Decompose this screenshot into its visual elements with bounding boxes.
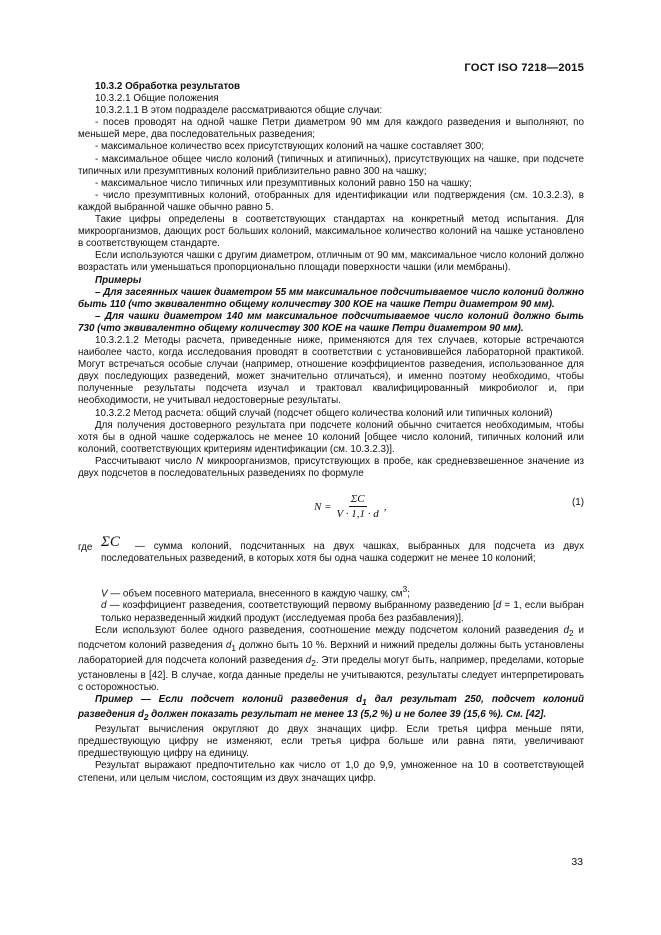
section-heading: 10.3.2 Обработка результатов: [95, 81, 241, 92]
definition-sum-c: — сумма колоний, подсчитанных на двух чашках, выбранных для подсчета из двух последовательных разведений, в которых хотя бы одна чашка содержит не менее 10 колоний;: [101, 541, 584, 565]
definition-d: d — коэффициент разведения, соответствующий первому выбранному разведению [d = 1, если выбран только неразведенный жидкий продукт (исследуемая проба без разбавления)].: [101, 600, 584, 624]
formula-fraction: [335, 493, 381, 520]
paragraph-more-dilutions: Если используют более одного разведения, соотношение между подсчетом колоний разведения $d_2$ и подсчетом колоний разведения $d_1$ должно быть 10 %. Верхний и нижний пределы должны быть установлены лабораторией для подсчета колоний разведения $d_2$. Эти пределы могут быть, например, пределами, которые установлены в [42]. В случае, когда данные пределы не учитываются, результаты следует интерпретировать с осторожностью.: [78, 624, 585, 693]
formula-number: (1): [571, 497, 584, 509]
formula-denominator: V · 1,1 · d: [336, 508, 379, 521]
variable-n: N: [195, 455, 204, 467]
paragraph-digits-defined: Такие цифры определены в соответствующих стандартах на конкретный метод испытания. Для микроорганизмов, дающих рост больших колоний, максимальное количество колоний на чашке установлено в соответствующем стандарте.: [78, 214, 584, 250]
example-dilution: Пример — Если подсчет колоний разведения $d_1$ дал результат 250, подсчет колоний разведения $d_2$ должен показать результат не менее 13 (5,2 %) и не более 39 (15,6 %). См. [42].: [78, 694, 584, 723]
bullet-item: - максимальное количество всех присутствующих колоний на чашке составляет 300;: [95, 141, 484, 153]
example-item: – Для засеянных чашек диаметром 55 мм максимальное подсчитываемое число колоний должно быть 110 (что эквивалентно общему количеству 300 КОЕ на чашке Петри диаметром 90 мм).: [78, 286, 584, 310]
bullet-item: - число презумптивных колоний, отобранных для идентификации или подтверждения (см. 10.3.2.3), в каждой выбранной чашке обычно равно 5.: [78, 189, 584, 213]
document-code-header: ГОСТ ISO 7218—2015: [464, 62, 584, 74]
formula-suffix: ,: [383, 500, 387, 513]
paragraph-reliable-result: Для получения достоверного результата при подсчете колоний обычно считается необходимым, чтобы хотя бы в одной чашке содержалось не менее 10 колоний [общее число колоний, типичных колоний или колоний, соответствующих критериям идентификации (см. 10.3.2.3)].: [78, 419, 584, 455]
where-definition-sum: [78, 536, 584, 584]
main-content: [78, 81, 584, 785]
examples-title: Примеры: [95, 274, 142, 286]
paragraph-other-diameter: Если используются чашки с другим диаметром, отличным от 90 мм, максимальное число колоний должно возрастать или уменьшаться пропорционально площади поверхности чашки (или мембраны).: [78, 250, 584, 274]
subsection-title: 10.3.2.1 Общие положения: [95, 93, 219, 105]
sum-c-symbol: ΣC: [101, 534, 120, 551]
paragraph-expressed: Результат выражают предпочтительно как число от 1,0 до 9,9, умноженное на 10 в соответствующей степени, или целым числом, состоящим из двух значащих цифр.: [78, 760, 584, 784]
formula-numerator: ΣC: [349, 493, 367, 507]
paragraph-10-3-2-1-1: 10.3.2.1.1 В этом подразделе рассматриваются общие случаи:: [95, 105, 383, 117]
paragraph-calculation: Рассчитывают число N микроорганизмов, присутствующих в пробе, как средневзвешенное значение из двух подсчетов в последовательных разведениях по формуле: [78, 455, 584, 479]
paragraph-10-3-2-2: 10.3.2.2 Метод расчета: общий случай (подсчет общего количества колоний или типичных колоний): [95, 407, 553, 419]
where-label: где: [78, 542, 93, 554]
bullet-item: - посев проводят на одной чашке Петри диаметром 90 мм для каждого разведения и выполняют, по меньшей мере, два последовательных разведения;: [78, 117, 584, 141]
paragraph-10-3-2-1-2: 10.3.2.1.2 Методы расчета, приведенные ниже, применяются для тех случаев, которые встречаются наиболее часто, когда исследования проводят в соответствии с установившейся лабораторной практикой. Могут встречаться особые случаи (например, отношение коэффициентов разведения, использованное для двух последующих разведений, может значительно отличаться), и именно поэтому необходимо, чтобы полученные результаты подсчета изучал и трактовал квалифицированный микробиолог и, при необходимости, не учитывал недостоверные результаты.: [78, 334, 584, 407]
formula-lhs: N =: [314, 500, 332, 513]
paragraph-rounding: Результат вычисления округляют до двух значащих цифр. Если третья цифра меньше пяти, предшествующую цифру не изменяют, если третья цифра больше или равна пяти, увеличивают предшествующую цифру на единицу.: [78, 724, 584, 760]
example-item: – Для чашки диаметром 140 мм максимальное подсчитываемое число колоний должно быть 730 (что эквивалентно общему количеству 300 КОЕ на чашке Петри диаметром 90 мм).: [78, 310, 584, 334]
formula-expression: [314, 493, 387, 520]
bullet-item: - максимальное общее число колоний (типичных и атипичных), присутствующих на чашке, при подсчете типичных или презумптивных колоний приблизительно равно 300 на чашку;: [78, 153, 584, 177]
formula-1: [78, 484, 584, 534]
page-number: 33: [571, 856, 583, 868]
definition-v: V — объем посевного материала, внесенного в каждую чашку, $см^3$;: [101, 585, 410, 600]
bullet-item: - максимальное число типичных или презумптивных колоний равно 150 на чашку;: [95, 177, 472, 189]
